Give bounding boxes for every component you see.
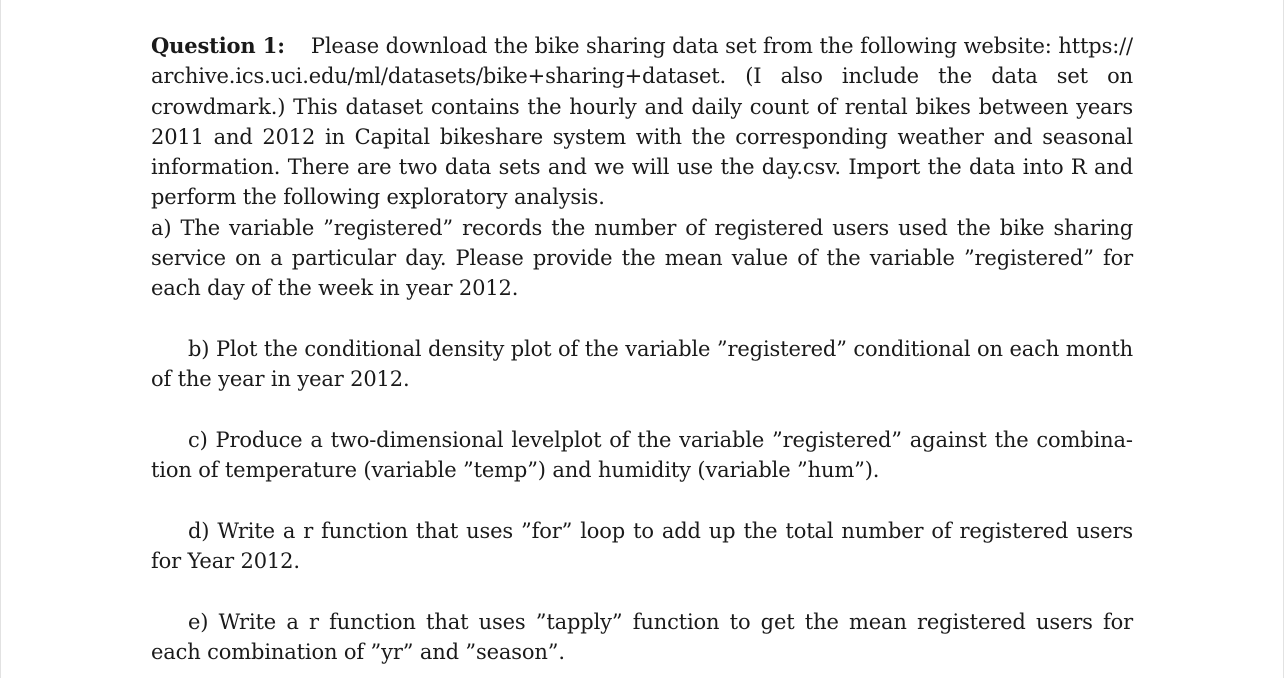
page-edge-left (0, 0, 1, 678)
question-body (151, 31, 1133, 667)
part-e: e) Write a r function that uses ”tapply” function to get the mean registered users for each combination of ”yr” and ”season”. (151, 609, 1133, 664)
paragraph-gap (151, 485, 1133, 515)
paragraph-gap (151, 576, 1133, 606)
question-label: Question 1: (151, 33, 285, 58)
part-d: d) Write a r function that uses ”for” loop to add up the total number of registered users for Year 2012. (151, 518, 1133, 574)
part-c: c) Produce a two-dimensional levelplot of the variable ”registered” against the combination of temperature (variable ”temp”) and humidity (variable ”hum”). (151, 427, 1133, 483)
paragraph-gap (151, 304, 1133, 334)
part-a: a) The variable ”registered” records the number of registered users used the bike sharing service on a particular day. Please provide the mean value of the variable ”registered” for each day of the week in year 2012. (151, 215, 1133, 301)
paragraph-gap (151, 395, 1133, 425)
intro-text: Please download the bike sharing data set from the following website: (310, 34, 1052, 58)
dataset-url: https://archive.ics.uci.edu/ml/datasets/bike+sharing+dataset. (151, 34, 1133, 89)
question-intro (151, 31, 1133, 213)
part-b: b) Plot the conditional density plot of the variable ”registered” conditional on each month of the year in year 2012. (151, 336, 1133, 392)
intro-continuation: (I also include the data set on crowdmark.) This dataset contains the hourly and daily count of rental bikes between years 2011 and 2012 in Capital bikeshare system with the corresponding weather and seasonal information. There are two data sets and we will use the day.csv. Import the data into R and perform the following exploratory analysis. (151, 64, 1133, 210)
